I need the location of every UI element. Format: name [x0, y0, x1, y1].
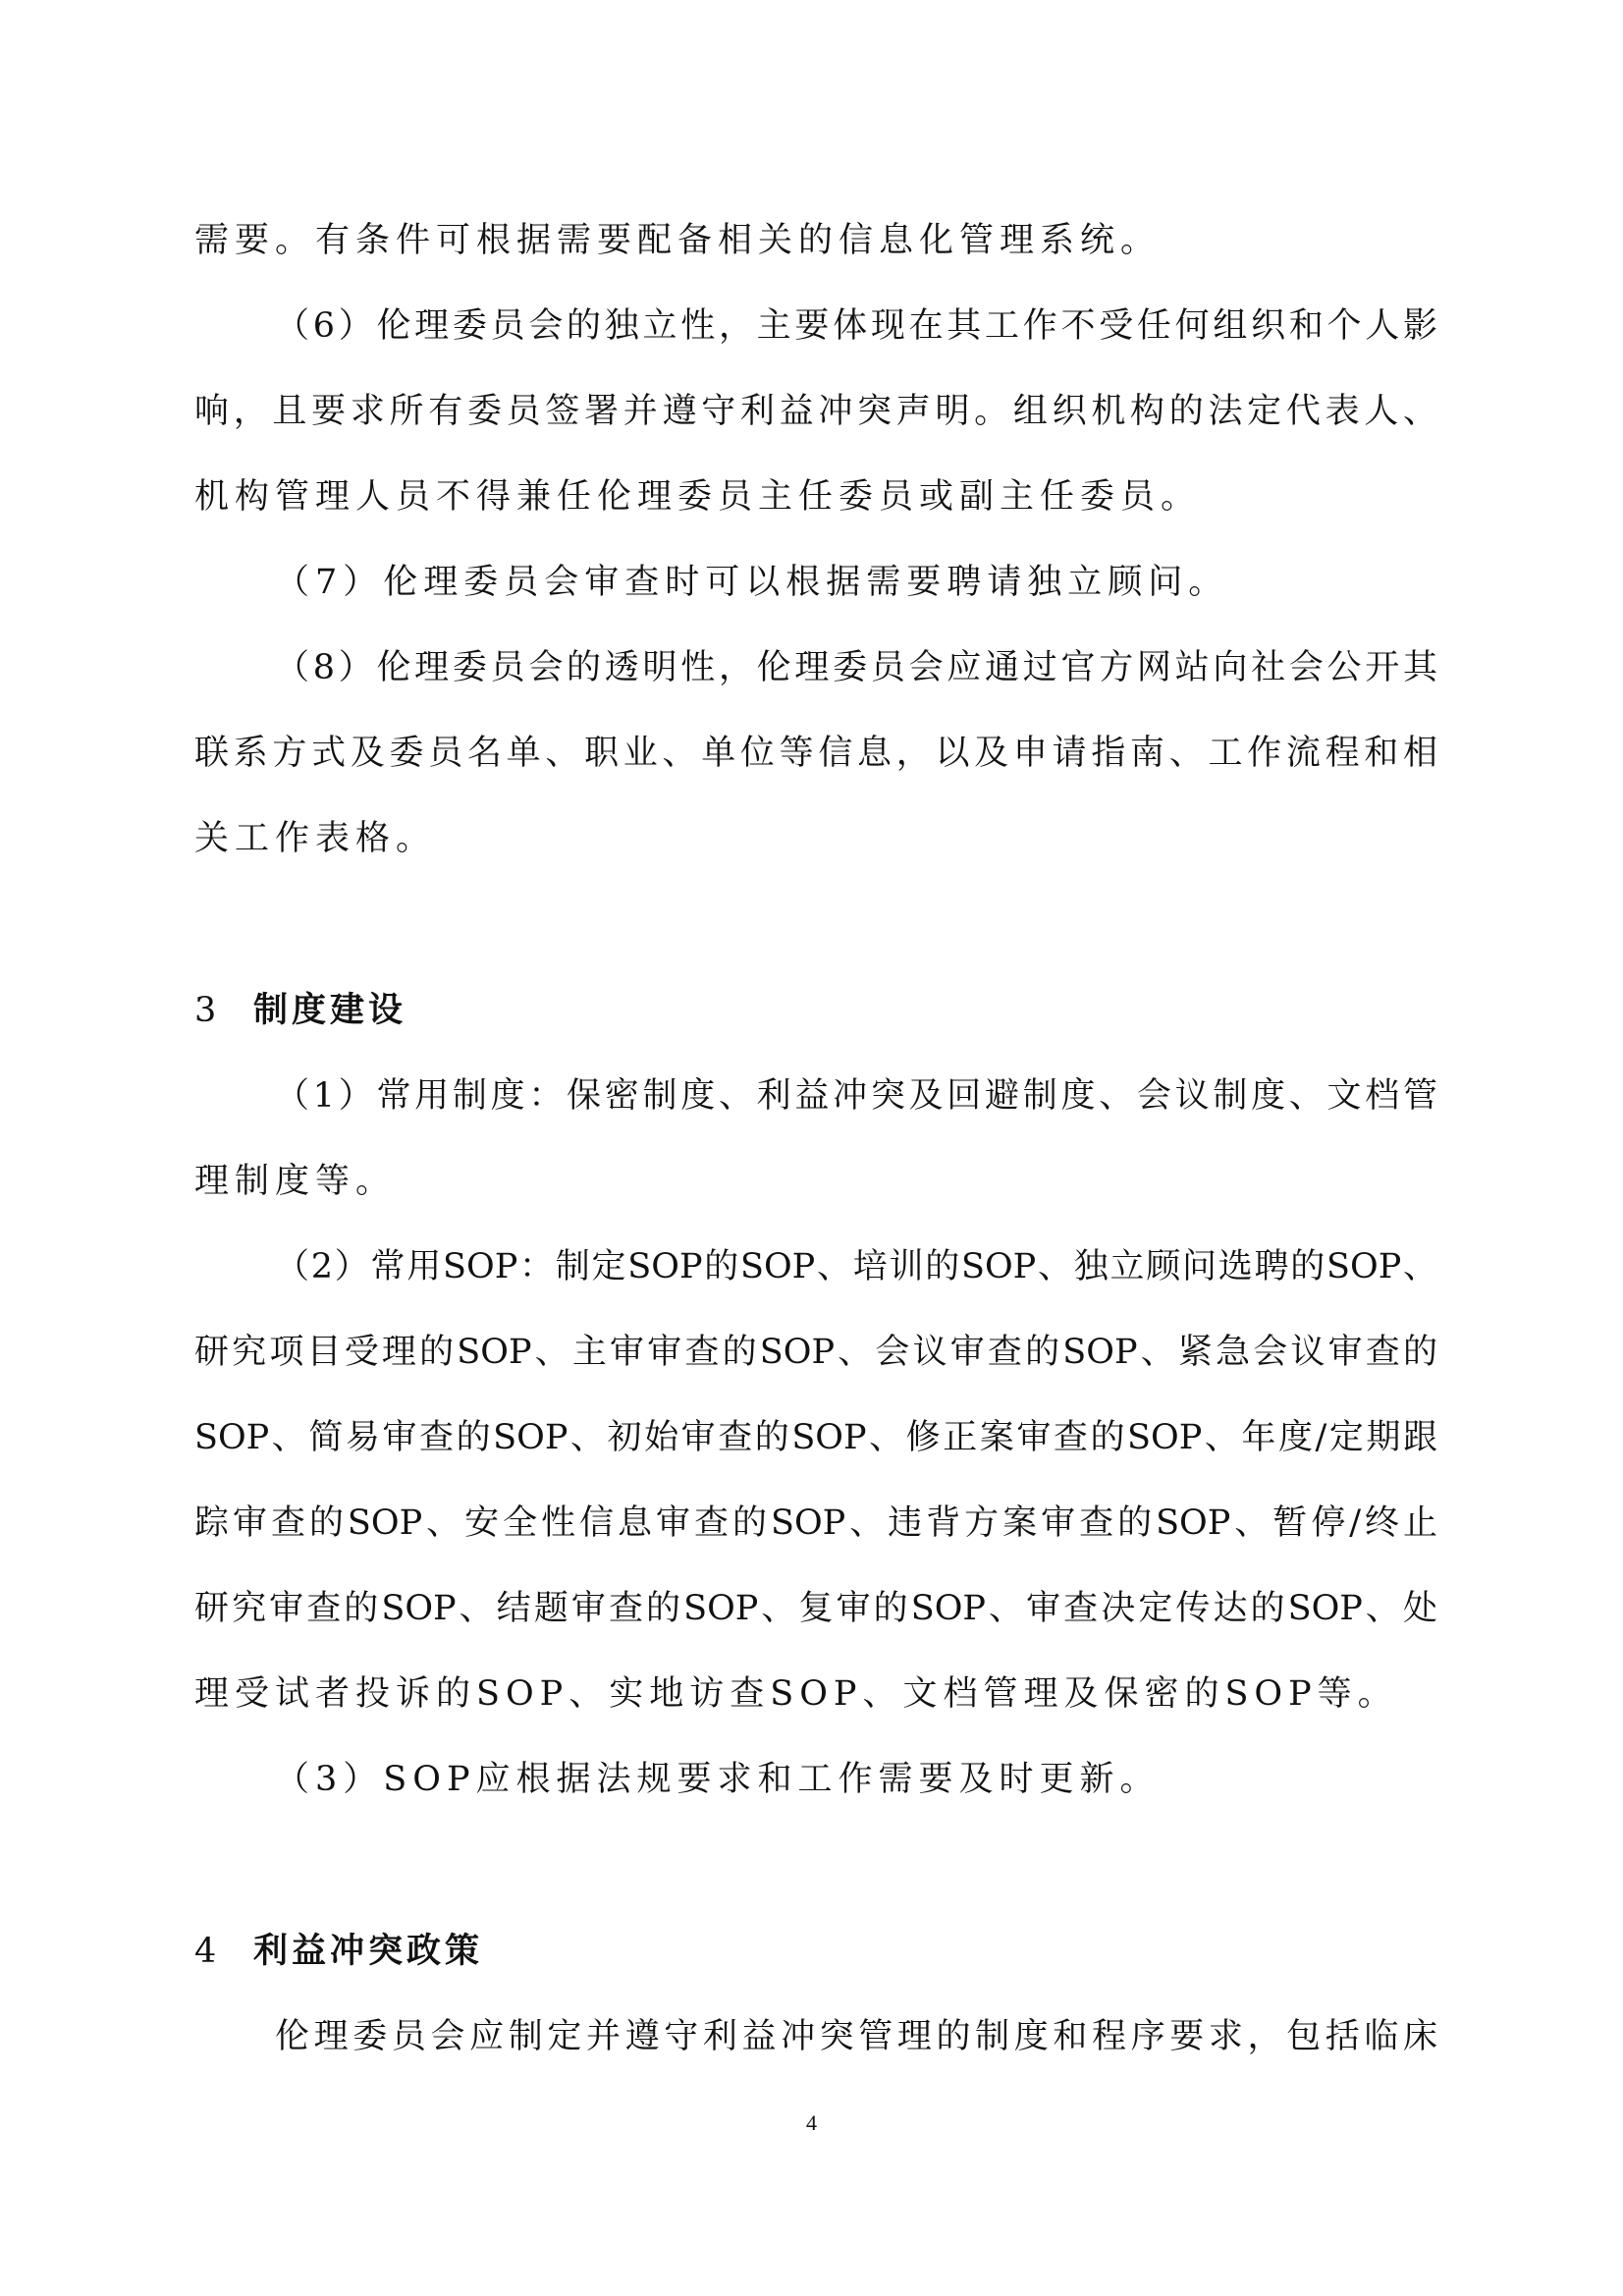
paragraph-line: （3）SOP应根据法规要求和工作需要及时更新。	[275, 1760, 1161, 1799]
paragraph-line: （1）常用制度：保密制度、利益冲突及回避制度、会议制度、文档管	[275, 1076, 1437, 1116]
paragraph-line: 需要。有条件可根据需要配备相关的信息化管理系统。	[194, 221, 1162, 260]
paragraph-line: 研究审查的SOP、结题审查的SOP、复审的SOP、审查决定传达的SOP、处	[194, 1589, 1437, 1628]
section-number: 3	[194, 991, 217, 1030]
paragraph-line: 关工作表格。	[194, 819, 437, 858]
paragraph-line: 机构管理人员不得兼任伦理委员主任委员或副主任委员。	[194, 477, 1202, 517]
paragraph-line: 联系方式及委员名单、职业、单位等信息，以及申请指南、工作流程和相	[194, 734, 1437, 773]
paragraph-line: 理受试者投诉的SOP、实地访查SOP、文档管理及保密的SOP等。	[194, 1674, 1398, 1714]
section-heading	[194, 989, 406, 1032]
section-heading	[194, 1930, 483, 1973]
section-title: 制度建设	[253, 990, 407, 1030]
paragraph-line: 伦理委员会应制定并遵守利益冲突管理的制度和程序要求，包括临床	[275, 2017, 1437, 2056]
paragraph-line: 响，且要求所有委员签署并遵守利益冲突声明。组织机构的法定代表人、	[194, 392, 1437, 431]
paragraph-line: （8）伦理委员会的透明性，伦理委员会应通过官方网站向社会公开其	[275, 648, 1437, 687]
page-number: 4	[806, 2110, 817, 2135]
paragraph-line: （7）伦理委员会审查时可以根据需要聘请独立顾问。	[275, 563, 1229, 602]
section-title: 利益冲突政策	[253, 1931, 484, 1971]
paragraph-line: （6）伦理委员会的独立性，主要体现在其工作不受任何组织和个人影	[275, 306, 1437, 346]
section-number: 4	[194, 1932, 217, 1971]
paragraph-line: SOP、简易审查的SOP、初始审查的SOP、修正案审查的SOP、年度/定期跟	[194, 1418, 1437, 1457]
paragraph-line: 踪审查的SOP、安全性信息审查的SOP、违背方案审查的SOP、暂停/终止	[194, 1503, 1437, 1543]
paragraph-line: 研究项目受理的SOP、主审审查的SOP、会议审查的SOP、紧急会议审查的	[194, 1333, 1437, 1372]
paragraph-line: （2）常用SOP：制定SOP的SOP、培训的SOP、独立顾问选聘的SOP、	[275, 1247, 1437, 1286]
paragraph-line: 理制度等。	[194, 1162, 397, 1201]
